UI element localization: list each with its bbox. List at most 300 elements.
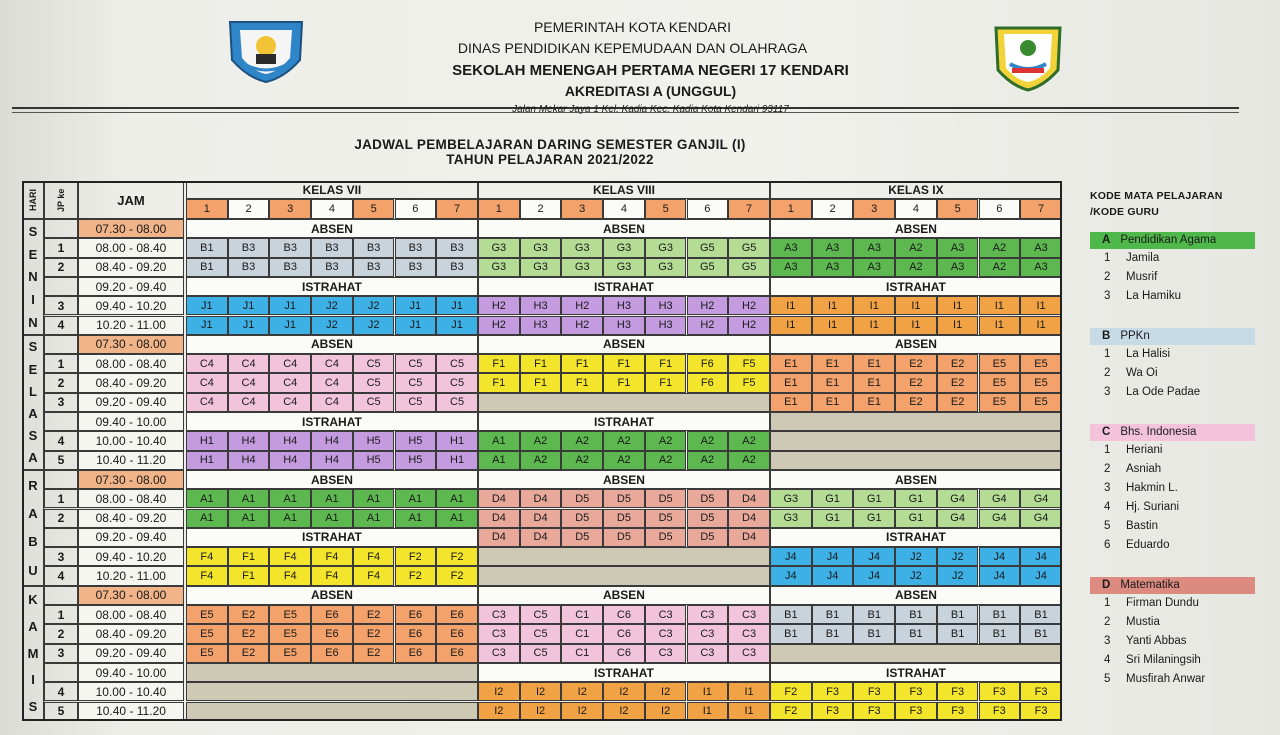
legend-heading: KODE MATA PELAJARAN [1090,190,1223,202]
class-number: 3 [561,199,603,219]
subject-code-cell: B1 [186,258,228,277]
day-name-rabu [22,470,44,586]
subject-code-cell: D5 [561,509,603,528]
subject-code-cell: G3 [645,238,687,257]
subject-code-cell: F1 [478,373,520,392]
istrahat-cell: ISTRAHAT [186,412,478,431]
subject-code-cell: C4 [269,373,311,392]
subject-code-cell: B1 [812,624,854,643]
subject-code-cell: E1 [812,393,854,412]
subject-code-cell: A2 [895,258,937,277]
subject-code-cell: J1 [436,316,478,335]
day-letter: S [28,698,38,714]
subject-code-cell: I2 [603,682,645,701]
subject-code-cell: C3 [478,624,520,643]
subject-code-cell: D4 [728,489,770,508]
subject-code-cell: C5 [520,605,562,624]
subject-code-cell: G1 [895,509,937,528]
teacher-name: Sri Milaningsih [1126,654,1201,666]
legend-subject-name: Bhs. Indonesia [1120,426,1197,438]
subject-code-cell: A3 [853,258,895,277]
subject-code-cell: A2 [603,431,645,450]
empty-cell [186,682,478,701]
day-letter: S [28,339,38,355]
subject-code-cell: D5 [645,509,687,528]
subject-code-cell: J1 [228,316,270,335]
subject-code-cell: A2 [728,431,770,450]
legend-teacher [1090,287,1255,306]
subject-code-cell: B1 [895,624,937,643]
class-number: 5 [645,199,687,219]
teacher-name: Mustia [1126,616,1160,628]
subject-code-cell: D5 [645,528,687,547]
istrahat-cell: ISTRAHAT [770,277,1062,296]
time-cell: 08.40 - 09.20 [78,373,184,392]
subject-code-cell: G3 [561,258,603,277]
subject-code-cell: D5 [603,528,645,547]
time-cell: 07.30 - 08.00 [78,335,184,354]
subject-code-cell: J4 [1020,566,1062,585]
subject-code-cell: A1 [228,489,270,508]
day-name-selasa [22,335,44,470]
subject-code-cell: G4 [1020,509,1062,528]
subject-code-cell: H3 [520,296,562,315]
subject-code-cell: C4 [186,373,228,392]
kelas-header: KELAS VIII [478,181,770,199]
subject-code-cell: G3 [478,258,520,277]
subject-code-cell: F1 [561,354,603,373]
empty-cell [186,663,478,682]
subject-code-cell: F2 [770,682,812,701]
subject-code-cell: A2 [603,451,645,470]
subject-code-cell: E5 [186,605,228,624]
subject-code-cell: E2 [937,354,979,373]
subject-code-cell: E1 [770,393,812,412]
empty-cell [186,702,478,721]
subject-code-cell: E6 [311,624,353,643]
subject-code-cell: E5 [1020,354,1062,373]
time-cell: 10.20 - 11.00 [78,566,184,585]
class-number: 3 [269,199,311,219]
legend-subject-a [1090,232,1255,249]
subject-code-cell: B1 [186,238,228,257]
subject-code-cell: B3 [269,258,311,277]
subject-code-cell: A3 [853,238,895,257]
subject-code-cell: E2 [937,373,979,392]
absen-cell: ABSEN [770,219,1062,238]
day-name-senin [22,219,44,335]
jp-cell: 4 [44,682,78,701]
subject-code-cell: C4 [186,393,228,412]
subject-code-cell: F3 [979,702,1021,721]
teacher-number: 3 [1104,635,1111,647]
time-cell: 10.00 - 10.40 [78,431,184,450]
subject-code-cell: G3 [561,238,603,257]
subject-code-cell: H2 [728,316,770,335]
time-cell: 09.20 - 09.40 [78,644,184,663]
subject-code-cell: E2 [353,605,395,624]
subject-code-cell: F1 [520,373,562,392]
teacher-name: Asniah [1126,463,1162,475]
subject-code-cell: H4 [228,451,270,470]
subject-code-cell: C5 [395,373,437,392]
subject-code-cell: C4 [228,373,270,392]
time-cell: 09.40 - 10.20 [78,296,184,315]
subject-code-cell: I1 [979,316,1021,335]
subject-code-cell: A2 [520,431,562,450]
teacher-number: 2 [1104,271,1111,283]
class-number: 2 [228,199,270,219]
legend-teacher [1090,268,1255,287]
subject-code-cell: C4 [311,354,353,373]
day-letter: S [28,223,38,239]
day-letter: A [28,450,38,466]
subject-code-cell: A3 [770,238,812,257]
subject-code-cell: G4 [937,509,979,528]
subject-code-cell: C3 [478,644,520,663]
subject-code-cell: E6 [395,605,437,624]
day-letter: N [28,269,38,285]
class-number: 7 [436,199,478,219]
subject-code-cell: F6 [687,373,729,392]
time-cell: 07.30 - 08.00 [78,470,184,489]
subject-code-cell: I1 [770,296,812,315]
subject-code-cell: D5 [645,489,687,508]
subject-code-cell: B3 [436,238,478,257]
subject-code-cell: A3 [770,258,812,277]
subject-code-cell: C3 [687,605,729,624]
class-number: 4 [603,199,645,219]
time-cell: 09.40 - 10.00 [78,412,184,431]
subject-code-cell: E1 [812,354,854,373]
legend-subject-d [1090,577,1255,594]
legend-teacher [1090,498,1255,517]
subject-code-cell: A1 [436,509,478,528]
subject-code-cell: F1 [228,547,270,566]
teacher-name: Hj. Suriani [1126,501,1180,513]
class-number: 4 [311,199,353,219]
legend-teacher [1090,383,1255,402]
legend-subheading: /KODE GURU [1090,206,1160,218]
absen-cell: ABSEN [186,219,478,238]
subject-code-cell: I1 [770,316,812,335]
subject-code-cell: A1 [186,509,228,528]
empty-cell [478,566,770,585]
empty-cell [770,451,1062,470]
subject-code-cell: H2 [687,316,729,335]
subject-code-cell: I1 [937,316,979,335]
subject-code-cell: F6 [687,354,729,373]
subject-code-cell: A3 [812,258,854,277]
subject-code-cell: I1 [895,296,937,315]
subject-code-cell: G1 [895,489,937,508]
subject-code-cell: E2 [353,624,395,643]
teacher-number: 4 [1104,654,1111,666]
absen-cell: ABSEN [186,335,478,354]
legend-subject-code: D [1102,579,1111,591]
subject-code-cell: I2 [561,682,603,701]
time-cell: 09.20 - 09.40 [78,277,184,296]
subject-code-cell: C5 [353,354,395,373]
subject-code-cell: G3 [770,509,812,528]
time-cell: 09.20 - 09.40 [78,393,184,412]
subject-code-cell: J4 [979,547,1021,566]
jp-cell: 4 [44,566,78,585]
subject-code-cell: I1 [1020,296,1062,315]
subject-code-cell: C6 [603,624,645,643]
subject-code-cell: G4 [979,509,1021,528]
teacher-number: 2 [1104,616,1111,628]
day-letter: U [28,562,38,578]
empty-cell [770,644,1062,663]
subject-code-cell: B3 [228,258,270,277]
subject-code-cell: C1 [561,644,603,663]
teacher-number: 1 [1104,597,1111,609]
subject-code-cell: G3 [645,258,687,277]
subject-code-cell: A3 [1020,238,1062,257]
time-cell: 07.30 - 08.00 [78,219,184,238]
absen-cell: ABSEN [478,470,770,489]
subject-code-cell: G1 [853,489,895,508]
subject-code-cell: A2 [979,258,1021,277]
subject-code-cell: F3 [1020,682,1062,701]
subject-code-cell: J1 [395,296,437,315]
subject-code-cell: E2 [895,393,937,412]
teacher-number: 2 [1104,463,1111,475]
subject-code-cell: I2 [561,702,603,721]
absen-cell: ABSEN [186,586,478,605]
subject-code-cell: E1 [853,354,895,373]
subject-code-cell: C4 [311,373,353,392]
subject-code-cell: B3 [436,258,478,277]
subject-code-cell: J1 [269,316,311,335]
subject-code-cell: D4 [728,509,770,528]
subject-code-cell: H5 [395,431,437,450]
subject-code-cell: F4 [353,566,395,585]
teacher-name: La Halisi [1126,348,1171,360]
subject-code-cell: A1 [353,489,395,508]
teacher-number: 3 [1104,386,1111,398]
subject-code-cell: B1 [770,624,812,643]
class-number: 2 [812,199,854,219]
subject-code-cell: G4 [1020,489,1062,508]
subject-code-cell: E2 [353,644,395,663]
legend-subject-name: Matematika [1120,579,1180,591]
subject-code-cell: B3 [269,238,311,257]
subject-code-cell: H3 [520,316,562,335]
subject-code-cell: H5 [395,451,437,470]
subject-code-cell: F5 [728,373,770,392]
subject-code-cell: J4 [812,547,854,566]
day-letter: E [28,246,38,262]
subject-code-cell: C5 [436,354,478,373]
subject-code-cell: J4 [770,547,812,566]
empty-cell [770,412,1062,431]
subject-code-cell: C5 [520,624,562,643]
time-cell: 10.20 - 11.00 [78,316,184,335]
subject-code-cell: A1 [395,489,437,508]
schedule-subtitle: TAHUN PELAJARAN 2021/2022 [446,152,654,167]
subject-code-cell: J2 [353,316,395,335]
subject-code-cell: J1 [269,296,311,315]
subject-code-cell: D4 [520,528,562,547]
subject-code-cell: B3 [311,238,353,257]
absen-cell: ABSEN [186,470,478,489]
subject-code-cell: C4 [269,393,311,412]
subject-code-cell: F2 [436,547,478,566]
day-letter: I [31,292,35,308]
header-address: Jalan Mekar Jaya 1 Kel. Kadia Kec. Kadia Kota Kendari 93117 [512,104,789,115]
subject-code-cell: A1 [228,509,270,528]
subject-code-cell: F4 [353,547,395,566]
jp-cell: 5 [44,451,78,470]
subject-code-cell: A3 [1020,258,1062,277]
subject-code-cell: I1 [853,296,895,315]
subject-code-cell: D4 [728,528,770,547]
legend-teacher [1090,670,1255,689]
subject-code-cell: G5 [687,238,729,257]
header-line-3: SEKOLAH MENENGAH PERTAMA NEGERI 17 KENDARI [452,62,849,79]
subject-code-cell: H4 [311,451,353,470]
subject-code-cell: A1 [269,489,311,508]
subject-code-cell: D4 [478,528,520,547]
legend-teacher [1090,536,1255,555]
istrahat-cell: ISTRAHAT [478,277,770,296]
subject-code-cell: H1 [186,451,228,470]
legend-teacher [1090,632,1255,651]
subject-code-cell: I1 [728,682,770,701]
subject-code-cell: J2 [311,296,353,315]
day-letter: S [28,428,38,444]
subject-code-cell: F3 [937,702,979,721]
time-cell: 09.20 - 09.40 [78,528,184,547]
subject-code-cell: E5 [269,644,311,663]
absen-cell: ABSEN [770,470,1062,489]
absen-cell: ABSEN [478,586,770,605]
teacher-name: Wa Oi [1126,367,1158,379]
subject-code-cell: A2 [520,451,562,470]
class-number: 6 [687,199,729,219]
subject-code-cell: D5 [561,528,603,547]
legend-teacher [1090,517,1255,536]
absen-cell: ABSEN [770,335,1062,354]
teacher-number: 3 [1104,290,1111,302]
subject-code-cell: E5 [269,624,311,643]
subject-code-cell: J1 [186,296,228,315]
subject-code-cell: E6 [395,644,437,663]
subject-code-cell: J2 [895,547,937,566]
class-number: 1 [770,199,812,219]
kelas-header: KELAS VII [186,181,478,199]
teacher-number: 1 [1104,444,1111,456]
day-letter: K [28,592,38,608]
subject-code-cell: A2 [687,451,729,470]
subject-code-cell: A1 [478,431,520,450]
kelas-header: KELAS IX [770,181,1062,199]
teacher-number: 3 [1104,482,1111,494]
teacher-number: 5 [1104,673,1111,685]
teacher-name: Eduardo [1126,539,1170,551]
subject-code-cell: J1 [436,296,478,315]
subject-code-cell: H5 [353,431,395,450]
header-line-1: PEMERINTAH KOTA KENDARI [533,19,732,35]
time-cell: 09.40 - 10.00 [78,663,184,682]
legend-subject-name: PPKn [1120,330,1150,342]
subject-code-cell: A1 [353,509,395,528]
subject-code-cell: G3 [603,258,645,277]
subject-code-cell: C4 [311,393,353,412]
subject-code-cell: H1 [436,451,478,470]
teacher-number: 5 [1104,520,1111,532]
subject-code-cell: F1 [645,373,687,392]
subject-code-cell: A2 [979,238,1021,257]
subject-code-cell: E5 [186,644,228,663]
subject-code-cell: C1 [561,624,603,643]
subject-code-cell: F4 [311,547,353,566]
subject-code-cell: J2 [937,547,979,566]
subject-code-cell: C1 [561,605,603,624]
class-number: 1 [186,199,228,219]
subject-code-cell: J4 [1020,547,1062,566]
subject-code-cell: E1 [812,373,854,392]
legend-subject-c [1090,424,1255,441]
class-number: 2 [520,199,562,219]
subject-code-cell: G3 [520,238,562,257]
subject-code-cell: C5 [436,393,478,412]
subject-code-cell: I2 [520,702,562,721]
class-number: 6 [979,199,1021,219]
subject-code-cell: E5 [186,624,228,643]
istrahat-cell: ISTRAHAT [770,663,1062,682]
time-cell: 08.00 - 08.40 [78,238,184,257]
subject-code-cell: F3 [895,682,937,701]
subject-code-cell: A1 [269,509,311,528]
subject-code-cell: I2 [645,702,687,721]
subject-code-cell: E2 [895,373,937,392]
subject-code-cell: J2 [353,296,395,315]
subject-code-cell: D5 [687,528,729,547]
legend-teacher [1090,594,1255,613]
subject-code-cell: I1 [728,702,770,721]
legend-subject-b [1090,328,1255,345]
subject-code-cell: E2 [228,644,270,663]
subject-code-cell: D5 [687,489,729,508]
teacher-name: La Hamiku [1126,290,1181,302]
subject-code-cell: A1 [311,509,353,528]
subject-code-cell: J1 [186,316,228,335]
subject-code-cell: C3 [478,605,520,624]
subject-code-cell: F1 [645,354,687,373]
legend-subject-code: C [1102,426,1111,438]
teacher-name: Firman Dundu [1126,597,1199,609]
subject-code-cell: D4 [520,489,562,508]
legend-list [1090,232,1255,689]
subject-code-cell: B1 [937,605,979,624]
subject-code-cell: J1 [395,316,437,335]
legend-teacher [1090,651,1255,670]
teacher-number: 2 [1104,367,1111,379]
subject-code-cell: B3 [228,238,270,257]
subject-code-cell: A2 [687,431,729,450]
subject-code-cell: I1 [937,296,979,315]
day-name-kamis [22,586,44,721]
teacher-name: Jamila [1126,252,1160,264]
subject-code-cell: G1 [812,489,854,508]
subject-code-cell: I1 [1020,316,1062,335]
teacher-name: Heriani [1126,444,1163,456]
subject-code-cell: E6 [311,605,353,624]
subject-code-cell: E6 [395,624,437,643]
